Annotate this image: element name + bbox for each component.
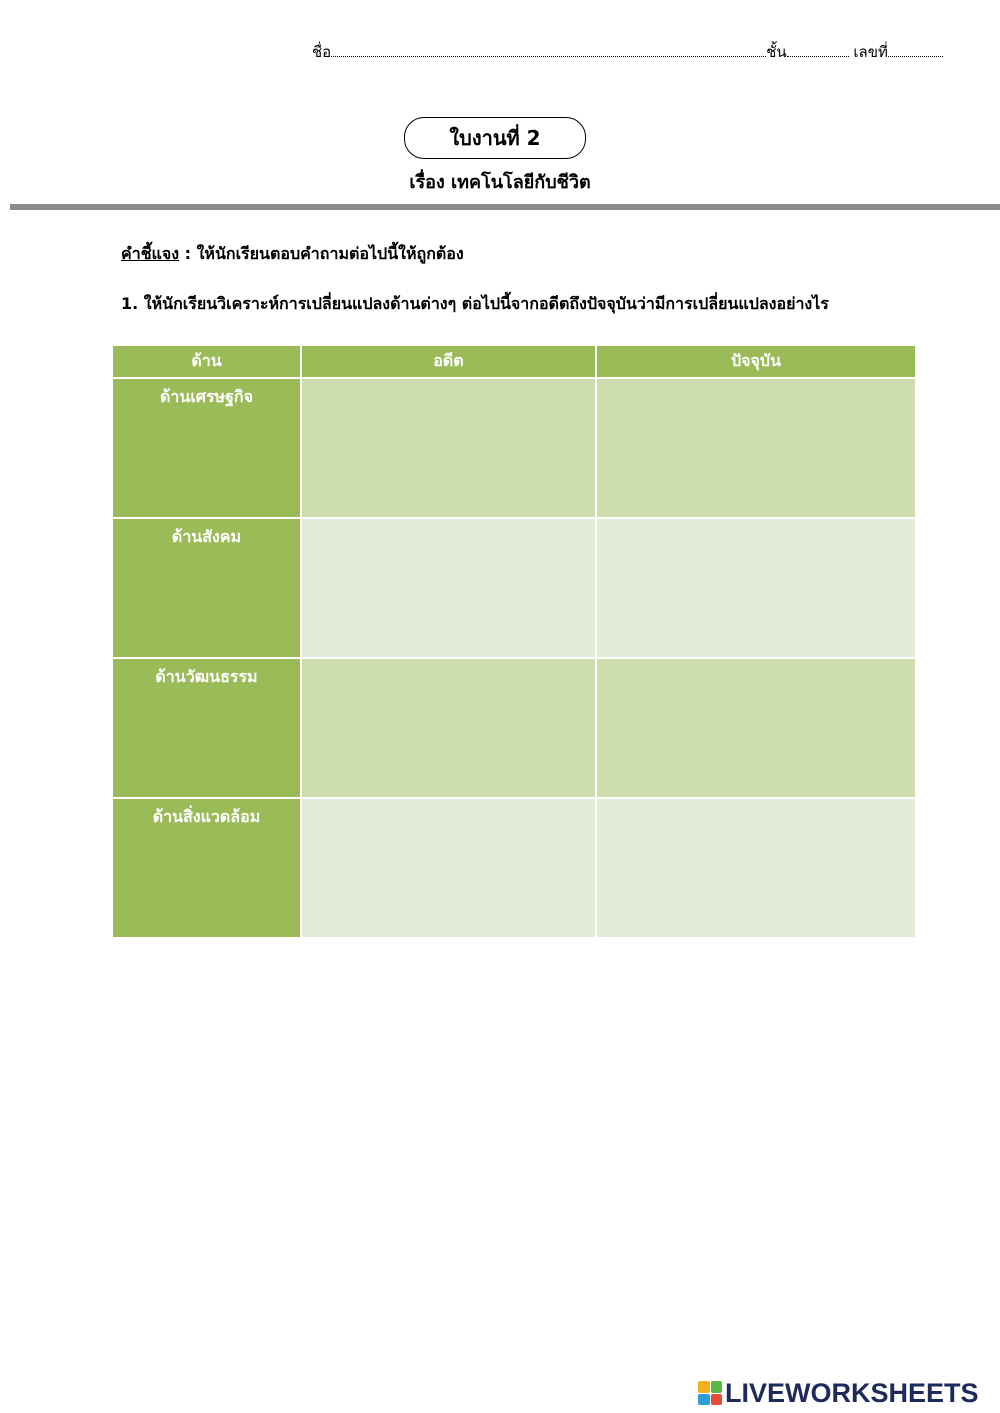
aspect-culture: ด้านวัฒนธรรม [113,659,300,797]
table-row [113,379,915,517]
table-header-row [113,346,915,377]
table-row [113,519,915,657]
aspect-economy: ด้านเศรษฐกิจ [113,379,300,517]
present-culture-cell[interactable] [597,659,915,797]
number-label: เลขที่ [853,43,888,61]
present-society-cell[interactable] [597,519,915,657]
past-economy-cell[interactable] [302,379,595,517]
past-culture-cell[interactable] [302,659,595,797]
liveworksheets-watermark [698,1378,979,1408]
student-info-line [312,40,972,64]
header-aspect: ด้าน [113,346,300,377]
divider [10,204,1000,210]
liveworksheets-logo-icon [698,1381,722,1405]
header-present: ปัจจุบัน [597,346,915,377]
aspect-environment: ด้านสิ่งแวดล้อม [113,799,300,937]
number-field[interactable] [888,42,943,57]
past-environment-cell[interactable] [302,799,595,937]
header-past: อดีต [302,346,595,377]
name-field[interactable] [331,42,766,57]
worksheet-subtitle: เรื่อง เทคโนโลยีกับชีวิต [409,172,591,193]
instruction-text: : ให้นักเรียนตอบคำถามต่อไปนี้ให้ถูกต้อง [179,244,464,263]
instruction [121,242,464,266]
question-1: 1. ให้นักเรียนวิเคราะห์การเปลี่ยนแปลงด้านต่างๆ ต่อไปนี้จากอดีตถึงปัจจุบันว่ามีการเปลี่ยนแปลงอย่างไร [121,294,829,313]
worksheet-title: ใบงานที่ 2 [404,117,586,159]
present-environment-cell[interactable] [597,799,915,937]
name-label: ชื่อ [312,43,332,61]
past-society-cell[interactable] [302,519,595,657]
class-field[interactable] [787,42,849,57]
class-label: ชั้น [766,43,787,61]
liveworksheets-text: LIVEWORKSHEETS [725,1377,979,1408]
comparison-table [111,344,917,939]
aspect-society: ด้านสังคม [113,519,300,657]
table-row [113,799,915,937]
instruction-label: คำชี้แจง [121,244,180,263]
table-row [113,659,915,797]
present-economy-cell[interactable] [597,379,915,517]
